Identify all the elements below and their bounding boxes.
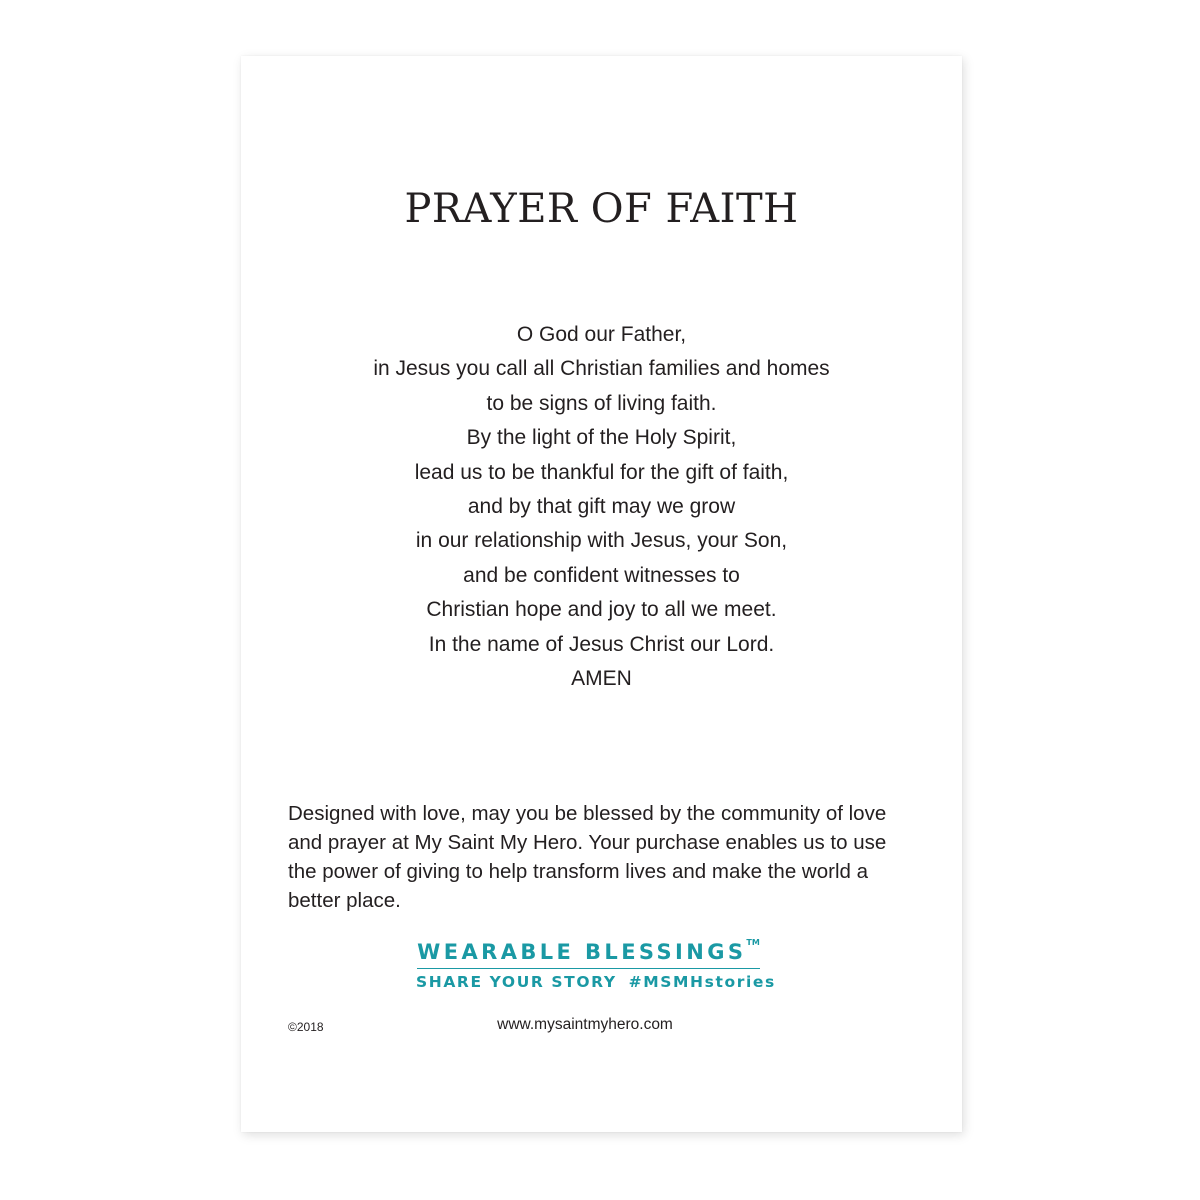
prayer-card [241, 56, 962, 1132]
prayer-line: In the name of Jesus Christ our Lord. [428, 632, 775, 656]
prayer-line: and be confident witnesses to [463, 563, 740, 587]
brand-name-text: WEARABLE BLESSINGS [417, 940, 747, 964]
prayer-line: to be signs of living faith. [486, 391, 717, 415]
brand-logo [416, 938, 776, 991]
blessing-blurb: Designed with love, may you be blessed by the community of love and prayer at My Saint My Hero. Your purchase enables us to use the power of giving to help transform lives and make the world a better place. [288, 802, 887, 912]
brand-name [417, 940, 760, 969]
prayer-line: lead us to be thankful for the gift of faith, [414, 460, 789, 484]
prayer-amen: AMEN [571, 667, 632, 691]
hashtag-text: #MSMHstories [628, 973, 776, 991]
tagline-text: SHARE YOUR STORY [416, 973, 617, 991]
prayer-line: Christian hope and joy to all we meet. [426, 598, 777, 622]
copyright-notice: ©2018 [288, 1020, 324, 1034]
prayer-line: in Jesus you call all Christian families and homes [373, 357, 830, 381]
prayer-text [241, 318, 962, 696]
card-title: PRAYER OF FAITH [404, 186, 799, 232]
trademark-mark: TM [746, 938, 760, 947]
brand-tagline [416, 973, 776, 991]
website-url: www.mysaintmyhero.com [497, 1016, 673, 1033]
prayer-line: By the light of the Holy Spirit, [466, 426, 737, 450]
prayer-line: O God our Father, [516, 323, 687, 346]
prayer-line: in our relationship with Jesus, your Son, [415, 529, 788, 553]
prayer-line: and by that gift may we grow [467, 495, 736, 519]
